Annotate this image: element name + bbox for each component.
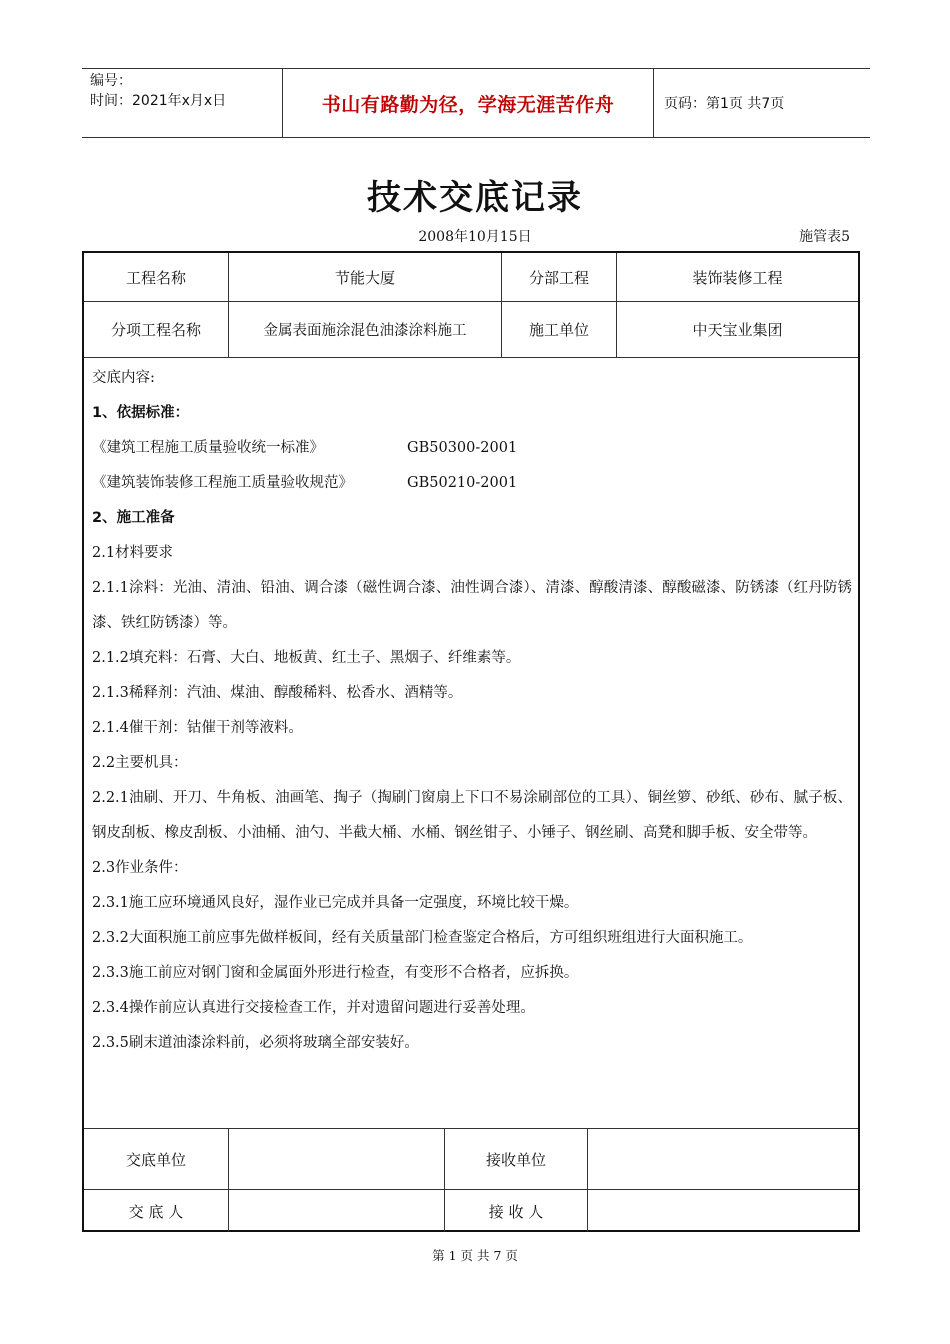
standard-line [92, 431, 852, 466]
paragraph: 2.3.3施工前应对钢门窗和金属面外形进行检查，有变形不合格者，应拆换。 [92, 965, 579, 981]
unit-label: 施工单位 [528, 321, 589, 339]
form-number: 施管表5 [799, 229, 850, 245]
issuer-value[interactable] [229, 1190, 444, 1232]
section-heading: 1、依据标准： [92, 405, 190, 421]
issuer-label: 交 底 人 [128, 1202, 184, 1221]
paragraph: 2.1.4催干剂：钴催干剂等液料。 [92, 720, 303, 736]
receiver-label: 接 收 人 [488, 1202, 544, 1221]
page-code: 页码：第1页 共7页 [664, 96, 785, 112]
content-intro: 交底内容: [92, 370, 155, 386]
paragraph: 2.3.2大面积施工前应事先做样板间，经有关质量部门检查鉴定合格后，方可组织班组进行大面积施工。 [92, 930, 753, 946]
subitem-value: 金属表面施涂混色油漆涂料施工 [263, 323, 467, 339]
paragraph: 2.3作业条件： [92, 860, 188, 876]
code-label: 编号： [90, 73, 132, 89]
document-header [82, 68, 870, 138]
division-label: 分部工程 [528, 268, 589, 287]
subitem-label: 分项工程名称 [110, 321, 201, 339]
unit-value: 中天宝业集团 [692, 321, 783, 339]
receiver-value[interactable] [588, 1190, 858, 1232]
record-table [82, 251, 860, 1232]
receiver-unit-value[interactable] [588, 1129, 858, 1189]
paragraph: 2.1.3稀释剂：汽油、煤油、醇酸稀料、松香水、酒精等。 [92, 685, 463, 701]
standard-name: 《建筑工程施工质量验收统一标准》 [92, 440, 324, 456]
project-name-label: 工程名称 [125, 268, 186, 287]
header-meta [82, 69, 282, 137]
motto: 书山有路勤为径，学海无涯苦作舟 [282, 69, 654, 137]
document-date: 2008年10月15日 [418, 229, 532, 245]
issuer-unit-value[interactable] [229, 1129, 444, 1189]
project-name-value: 节能大厦 [334, 268, 395, 287]
paragraph: 2.1.1涂料：光油、清油、铅油、调合漆（磁性调合漆、油性调合漆）、清漆、醇酸清漆、醇酸磁漆、防锈漆（红丹防锈漆、铁红防锈漆）等。 [92, 580, 852, 631]
receiver-unit-label: 接收单位 [485, 1150, 546, 1169]
section-heading: 2、施工准备 [92, 510, 175, 526]
document-title: 技术交底记录 [367, 178, 583, 218]
standard-code: GB50210-2001 [407, 475, 518, 491]
paragraph: 2.3.1施工应环境通风良好，湿作业已完成并具备一定强度，环境比较干燥。 [92, 895, 579, 911]
standard-name: 《建筑装饰装修工程施工质量验收规范》 [92, 475, 353, 491]
standard-line [92, 466, 852, 501]
issuer-unit-label: 交底单位 [125, 1150, 186, 1169]
disclosure-content [92, 361, 852, 1061]
paragraph: 2.3.4操作前应认真进行交接检查工作，并对遗留问题进行妥善处理。 [92, 1000, 535, 1016]
page-footer: 第 1 页 共 7 页 [432, 1248, 518, 1263]
paragraph: 2.2.1油刷、开刀、牛角板、油画笔、掏子（掏刷门窗扇上下口不易涂刷部位的工具）、铜丝箩、砂纸、砂布、腻子板、钢皮刮板、橡皮刮板、小油桶、油勺、半截大桶、水桶、钢丝钳子、小锤子、钢丝刷、高凳和脚手板、安全带等。 [92, 790, 852, 841]
division-value: 装饰装修工程 [692, 268, 783, 287]
standard-code: GB50300-2001 [407, 440, 518, 456]
paragraph: 2.1.2填充料：石膏、大白、地板黄、红土子、黑烟子、纤维素等。 [92, 650, 521, 666]
time-label: 时间：2021年x月x日 [90, 93, 227, 109]
paragraph: 2.2主要机具： [92, 755, 188, 771]
paragraph: 2.1材料要求 [92, 545, 174, 561]
paragraph: 2.3.5刷末道油漆涂料前，必须将玻璃全部安装好。 [92, 1035, 419, 1051]
table-rule [84, 357, 858, 358]
